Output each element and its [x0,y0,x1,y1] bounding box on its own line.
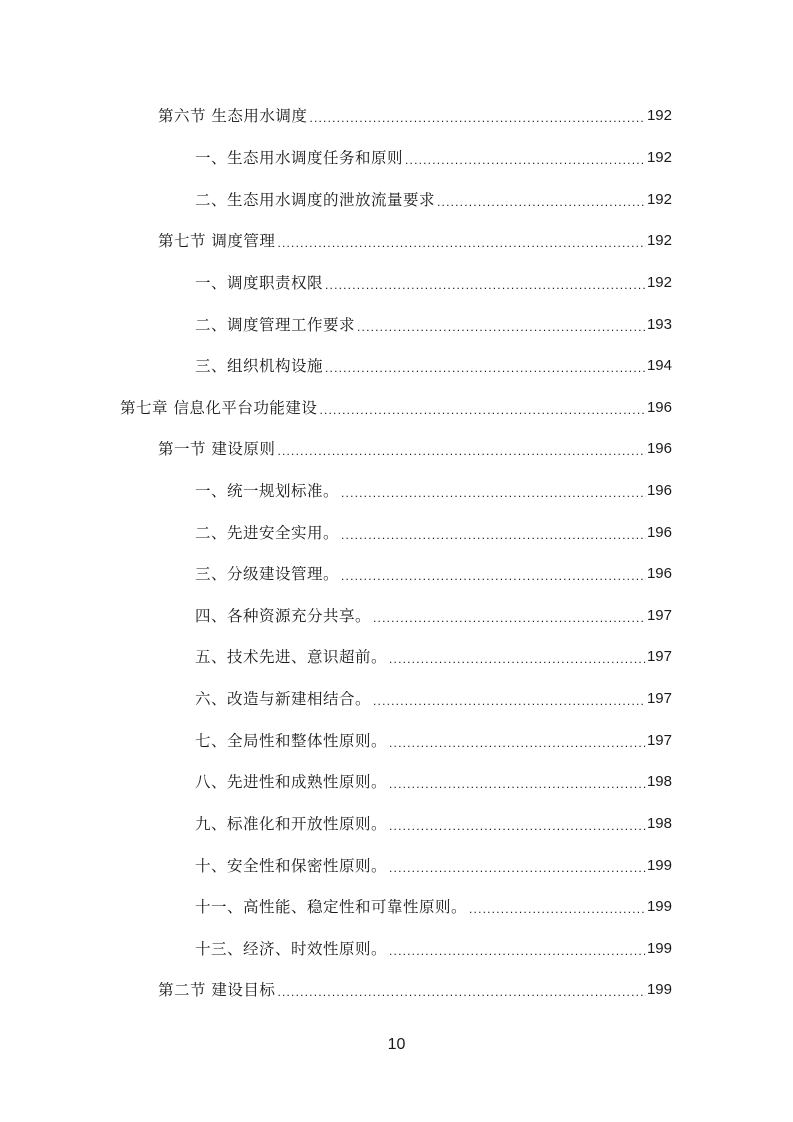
toc-entry-title: 三、组织机构设施 [195,357,324,375]
dot-leader [341,566,646,586]
dot-leader [341,525,646,545]
toc-entry-page: 196 [646,565,672,582]
toc-entry-title: 十、安全性和保密性原则。 [195,857,388,875]
toc-entry-title: 四、各种资源充分共享。 [195,607,372,625]
dot-leader [325,358,646,378]
toc-entry[interactable] [0,104,672,128]
toc-entry[interactable] [0,313,672,337]
dot-leader [405,150,646,170]
toc-entry[interactable] [0,271,672,295]
toc-entry[interactable] [0,854,672,878]
dot-leader [277,441,646,461]
toc-entry-page: 196 [646,440,672,457]
toc-entry[interactable] [0,188,672,212]
toc-entry-page: 199 [646,981,672,998]
dot-leader [373,608,646,628]
toc-entry-title: 第六节 生态用水调度 [158,107,308,125]
toc-entry-page: 199 [646,940,672,957]
dot-leader [389,858,646,878]
dot-leader [389,816,646,836]
toc-entry[interactable] [0,895,672,919]
toc-entry[interactable] [0,978,672,1002]
dot-leader [389,941,646,961]
dot-leader [389,733,646,753]
toc-entry[interactable] [0,645,672,669]
toc-entry-page: 193 [646,316,672,333]
toc-entry-page: 192 [646,107,672,124]
toc-entry-page: 196 [646,482,672,499]
toc-entry[interactable] [0,687,672,711]
toc-entry[interactable] [0,562,672,586]
dot-leader [341,483,646,503]
toc-entry-page: 194 [646,357,672,374]
toc-entry[interactable] [0,521,672,545]
toc-entry[interactable] [0,604,672,628]
toc-entry[interactable] [0,146,672,170]
dot-leader [325,275,646,295]
toc-entry[interactable] [0,812,672,836]
toc-entry[interactable] [0,729,672,753]
toc-entry[interactable] [0,770,672,794]
toc-entry-page: 197 [646,648,672,665]
toc-entry-title: 第一节 建设原则 [158,440,276,458]
toc-entry-title: 一、生态用水调度任务和原则 [195,149,404,167]
toc-entry-page: 197 [646,690,672,707]
toc-entry-page: 197 [646,607,672,624]
toc-entry-page: 197 [646,732,672,749]
toc-entry-title: 二、先进安全实用。 [195,524,340,542]
toc-entry[interactable] [0,229,672,253]
toc-entry-title: 二、生态用水调度的泄放流量要求 [195,191,436,209]
toc-entry-page: 199 [646,898,672,915]
dot-leader [277,982,646,1002]
toc-entry-title: 六、改造与新建相结合。 [195,690,372,708]
toc-entry-page: 198 [646,815,672,832]
toc-entry-title: 二、调度管理工作要求 [195,316,356,334]
toc-entry-page: 198 [646,773,672,790]
toc-entry-page: 199 [646,857,672,874]
toc-entry-title: 第七节 调度管理 [158,232,276,250]
toc-entry-page: 192 [646,191,672,208]
dot-leader [309,108,646,128]
toc-entry-title: 五、技术先进、意识超前。 [195,648,388,666]
page-number: 10 [387,1036,406,1053]
toc-entry-title: 八、先进性和成熟性原则。 [195,773,388,791]
toc-entry-page: 192 [646,274,672,291]
dot-leader [319,400,646,420]
toc-entry-page: 192 [646,149,672,166]
toc-entry-title: 第二节 建设目标 [158,981,276,999]
toc-entry-page: 196 [646,524,672,541]
toc-entry[interactable] [0,354,672,378]
toc-entry-title: 十一、高性能、稳定性和可靠性原则。 [195,898,468,916]
toc-entry-title: 七、全局性和整体性原则。 [195,732,388,750]
toc-entry-title: 九、标准化和开放性原则。 [195,815,388,833]
dot-leader [437,192,646,212]
toc-entry-title: 十三、经济、时效性原则。 [195,940,388,958]
toc-entry[interactable] [0,437,672,461]
toc-entry[interactable] [0,479,672,503]
dot-leader [389,649,646,669]
toc-entry-title: 第七章 信息化平台功能建设 [120,399,318,417]
toc-entry-page: 192 [646,232,672,249]
dot-leader [469,899,646,919]
dot-leader [389,774,646,794]
toc-entry-title: 三、分级建设管理。 [195,565,340,583]
dot-leader [373,691,646,711]
toc-entry[interactable] [0,396,672,420]
toc-entry-page: 196 [646,399,672,416]
dot-leader [277,233,646,253]
toc-entry-title: 一、调度职责权限 [195,274,324,292]
toc-entry[interactable] [0,937,672,961]
dot-leader [357,317,646,337]
toc-entry-title: 一、统一规划标准。 [195,482,340,500]
